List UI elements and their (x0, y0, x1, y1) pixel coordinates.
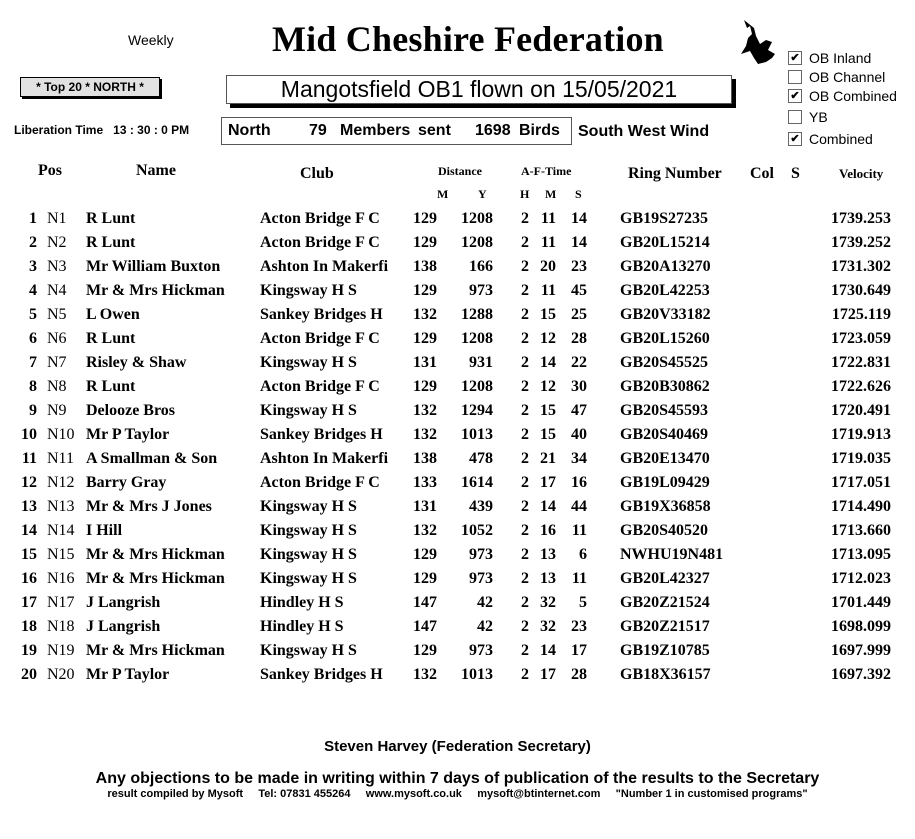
ring-number-cell: GB20S40520 (620, 522, 709, 539)
seconds-cell: 22 (571, 354, 587, 371)
yards-cell: 1288 (461, 306, 493, 323)
table-row (0, 330, 915, 354)
birds-count: 1698 (475, 122, 511, 139)
yards-cell: 1614 (461, 474, 493, 491)
miles-cell: 132 (413, 402, 437, 419)
section-position-cell: N3 (47, 258, 67, 275)
seconds-cell: 5 (579, 594, 587, 611)
wind-direction: South West Wind (578, 123, 710, 140)
yards-cell: 1208 (461, 330, 493, 347)
club-cell: Kingsway H S (260, 546, 357, 563)
minutes-cell: 12 (540, 378, 556, 395)
page-title: Mid Cheshire Federation (272, 19, 664, 59)
table-row (0, 210, 915, 234)
seconds-cell: 14 (571, 210, 587, 227)
hours-cell: 2 (521, 306, 529, 323)
option-label: OB Inland (809, 50, 872, 66)
hours-cell: 2 (521, 474, 529, 491)
section-position-cell: N13 (47, 498, 75, 515)
club-cell: Kingsway H S (260, 522, 357, 539)
section-position-cell: N10 (47, 426, 75, 443)
table-row (0, 570, 915, 594)
option-label: YB (809, 109, 828, 125)
minutes-cell: 13 (540, 570, 556, 587)
miles-cell: 132 (413, 306, 437, 323)
ring-number-cell: GB20S40469 (620, 426, 709, 443)
position-cell: 4 (29, 282, 37, 299)
club-cell: Acton Bridge F C (260, 330, 380, 347)
name-cell: R Lunt (86, 378, 136, 395)
section-position-cell: N18 (47, 618, 75, 635)
seconds-cell: 17 (571, 642, 587, 659)
name-cell: Mr P Taylor (86, 426, 170, 443)
seconds-cell: 11 (571, 570, 587, 587)
option-label: Combined (809, 131, 873, 147)
miles-cell: 129 (413, 234, 437, 251)
position-cell: 7 (29, 354, 37, 371)
miles-cell: 147 (413, 618, 437, 635)
minutes-cell: 14 (540, 498, 556, 515)
table-row (0, 594, 915, 618)
miles-cell: 131 (413, 354, 437, 371)
club-cell: Kingsway H S (260, 570, 357, 587)
velocity-cell: 1697.392 (831, 666, 891, 683)
table-row (0, 474, 915, 498)
section-position-cell: N1 (47, 210, 67, 227)
section-name: North (228, 122, 271, 139)
members-label: Members (340, 122, 411, 139)
section-position-cell: N14 (47, 522, 75, 539)
section-position-cell: N15 (47, 546, 75, 563)
liberation-time-value: 13 : 30 : 0 PM (113, 123, 190, 137)
position-cell: 12 (21, 474, 37, 491)
ring-number-cell: GB19Z10785 (620, 642, 710, 659)
ring-number-cell: GB20S45593 (620, 402, 709, 419)
yards-cell: 42 (477, 618, 493, 635)
club-cell: Kingsway H S (260, 642, 357, 659)
option-ob-inland[interactable] (788, 50, 871, 67)
miles-cell: 129 (413, 210, 437, 227)
seconds-cell: 25 (571, 306, 587, 323)
name-cell: Mr & Mrs Hickman (86, 570, 225, 587)
minutes-cell: 16 (540, 522, 556, 539)
club-cell: Acton Bridge F C (260, 210, 380, 227)
ring-number-cell: GB20V33182 (620, 306, 711, 323)
hours-cell: 2 (521, 498, 529, 515)
table-row (0, 498, 915, 522)
yards-cell: 1208 (461, 378, 493, 395)
name-cell: R Lunt (86, 330, 136, 347)
name-cell: R Lunt (86, 210, 136, 227)
minutes-cell: 11 (540, 282, 556, 299)
yards-cell: 1052 (461, 522, 493, 539)
name-cell: Mr P Taylor (86, 666, 170, 683)
miles-cell: 132 (413, 666, 437, 683)
club-cell: Acton Bridge F C (260, 474, 380, 491)
miles-cell: 129 (413, 330, 437, 347)
miles-cell: 147 (413, 594, 437, 611)
col-minutes: M (545, 187, 557, 201)
club-cell: Sankey Bridges H (260, 666, 383, 683)
ring-number-cell: GB20L15214 (620, 234, 710, 251)
yards-cell: 1013 (461, 426, 493, 443)
position-cell: 13 (21, 498, 37, 515)
position-cell: 11 (21, 450, 37, 467)
position-cell: 16 (21, 570, 37, 587)
pigeon-icon (738, 18, 776, 66)
secretary-line: Steven Harvey (Federation Secretary) (324, 738, 591, 755)
position-cell: 18 (21, 618, 37, 635)
ring-number-cell: GB20S45525 (620, 354, 709, 371)
yards-cell: 1208 (461, 210, 493, 227)
position-cell: 5 (29, 306, 37, 323)
ring-number-cell: GB20L15260 (620, 330, 710, 347)
name-cell: Mr & Mrs J Jones (86, 498, 212, 515)
seconds-cell: 40 (571, 426, 587, 443)
club-cell: Sankey Bridges H (260, 426, 383, 443)
section-position-cell: N2 (47, 234, 67, 251)
yards-cell: 973 (469, 570, 493, 587)
name-cell: J Langrish (86, 594, 161, 611)
minutes-cell: 12 (540, 330, 556, 347)
velocity-cell: 1739.253 (831, 210, 891, 227)
hours-cell: 2 (521, 354, 529, 371)
minutes-cell: 17 (540, 474, 556, 491)
seconds-cell: 23 (571, 618, 587, 635)
section-position-cell: N12 (47, 474, 75, 491)
name-cell: J Langrish (86, 618, 161, 635)
section-position-cell: N20 (47, 666, 75, 683)
position-cell: 15 (21, 546, 37, 563)
table-row (0, 642, 915, 666)
option-combined[interactable] (788, 131, 873, 148)
col-af-time: A-F-Time (521, 164, 572, 178)
seconds-cell: 47 (571, 402, 587, 419)
club-cell: Kingsway H S (260, 282, 357, 299)
miles-cell: 138 (413, 258, 437, 275)
seconds-cell: 44 (571, 498, 587, 515)
table-row (0, 258, 915, 282)
velocity-cell: 1717.051 (831, 474, 891, 491)
position-cell: 20 (21, 666, 37, 683)
velocity-cell: 1697.999 (831, 642, 891, 659)
table-row (0, 306, 915, 330)
col-dist-miles: M (437, 187, 449, 201)
position-cell: 8 (29, 378, 37, 395)
name-cell: L Owen (86, 306, 140, 323)
table-row (0, 618, 915, 642)
yards-cell: 478 (469, 450, 493, 467)
hours-cell: 2 (521, 402, 529, 419)
section-position-cell: N17 (47, 594, 75, 611)
velocity-cell: 1722.831 (831, 354, 891, 371)
table-row (0, 234, 915, 258)
liberation-time (14, 123, 189, 137)
yards-cell: 1294 (461, 402, 493, 419)
miles-cell: 129 (413, 378, 437, 395)
miles-cell: 138 (413, 450, 437, 467)
col-hours: H (520, 187, 530, 201)
velocity-cell: 1713.095 (831, 546, 891, 563)
yards-cell: 1013 (461, 666, 493, 683)
miles-cell: 133 (413, 474, 437, 491)
option-label: OB Channel (809, 69, 886, 85)
seconds-cell: 6 (579, 546, 587, 563)
minutes-cell: 17 (540, 666, 556, 683)
table-row (0, 522, 915, 546)
club-cell: Acton Bridge F C (260, 378, 380, 395)
velocity-cell: 1730.649 (831, 282, 891, 299)
section-position-cell: N7 (47, 354, 67, 371)
position-cell: 3 (29, 258, 37, 275)
members-count: 79 (309, 122, 327, 139)
yards-cell: 439 (469, 498, 493, 515)
position-cell: 10 (21, 426, 37, 443)
hours-cell: 2 (521, 570, 529, 587)
sent-label: sent (418, 122, 451, 139)
option-ob-channel[interactable] (788, 69, 885, 86)
position-cell: 1 (29, 210, 37, 227)
checkbox-ob-inland[interactable]: ✔ (788, 51, 802, 65)
miles-cell: 129 (413, 642, 437, 659)
minutes-cell: 32 (540, 594, 556, 611)
position-cell: 2 (29, 234, 37, 251)
velocity-cell: 1720.491 (831, 402, 891, 419)
hours-cell: 2 (521, 258, 529, 275)
velocity-cell: 1714.490 (831, 498, 891, 515)
credits-line: result compiled by Mysoft Tel: 07831 455264 www.mysoft.co.uk mysoft@btinternet.com "Number 1 in customised programs" (107, 788, 808, 800)
col-dist-yards: Y (478, 187, 487, 201)
velocity-cell: 1725.119 (831, 306, 891, 323)
seconds-cell: 14 (571, 234, 587, 251)
table-row (0, 402, 915, 426)
ring-number-cell: GB20B30862 (620, 378, 710, 395)
col-club: Club (300, 165, 334, 182)
velocity-cell: 1712.023 (831, 570, 891, 587)
minutes-cell: 15 (540, 426, 556, 443)
miles-cell: 132 (413, 522, 437, 539)
section-badge: * Top 20 * NORTH * (20, 77, 160, 97)
hours-cell: 2 (521, 450, 529, 467)
velocity-cell: 1719.913 (831, 426, 891, 443)
name-cell: Mr & Mrs Hickman (86, 642, 225, 659)
table-row (0, 666, 915, 690)
option-yb[interactable] (788, 109, 828, 126)
hours-cell: 2 (521, 522, 529, 539)
table-row (0, 450, 915, 474)
checkbox-ob-channel[interactable] (788, 70, 802, 84)
minutes-cell: 14 (540, 642, 556, 659)
col-ring: Ring Number (628, 165, 722, 182)
club-cell: Acton Bridge F C (260, 234, 380, 251)
miles-cell: 132 (413, 426, 437, 443)
seconds-cell: 11 (571, 522, 587, 539)
position-cell: 6 (29, 330, 37, 347)
yards-cell: 42 (477, 594, 493, 611)
hours-cell: 2 (521, 666, 529, 683)
yards-cell: 931 (469, 354, 493, 371)
section-position-cell: N11 (47, 450, 74, 467)
miles-cell: 129 (413, 570, 437, 587)
name-cell: Mr & Mrs Hickman (86, 282, 225, 299)
hours-cell: 2 (521, 618, 529, 635)
minutes-cell: 13 (540, 546, 556, 563)
ring-number-cell: GB20Z21524 (620, 594, 710, 611)
name-cell: Mr & Mrs Hickman (86, 546, 225, 563)
name-cell: A Smallman & Son (86, 450, 218, 467)
velocity-cell: 1698.099 (831, 618, 891, 635)
velocity-cell: 1722.626 (831, 378, 891, 395)
ring-number-cell: GB19S27235 (620, 210, 709, 227)
club-cell: Ashton In Makerfi (260, 258, 389, 275)
name-cell: Mr William Buxton (86, 258, 221, 275)
hours-cell: 2 (521, 210, 529, 227)
section-position-cell: N6 (47, 330, 67, 347)
section-position-cell: N4 (47, 282, 67, 299)
velocity-cell: 1723.059 (831, 330, 891, 347)
position-cell: 9 (29, 402, 37, 419)
name-cell: Risley & Shaw (86, 354, 187, 371)
yards-cell: 973 (469, 546, 493, 563)
hours-cell: 2 (521, 426, 529, 443)
race-title: Mangotsfield OB1 flown on 15/05/2021 (226, 75, 732, 104)
table-row (0, 426, 915, 450)
minutes-cell: 20 (540, 258, 556, 275)
ring-number-cell: GB19X36858 (620, 498, 711, 515)
col-velocity: Velocity (839, 166, 884, 181)
ring-number-cell: GB20A13270 (620, 258, 711, 275)
ring-number-cell: GB19L09429 (620, 474, 710, 491)
weekly-label: Weekly (128, 32, 174, 48)
col-seconds: S (575, 187, 582, 201)
seconds-cell: 30 (571, 378, 587, 395)
hours-cell: 2 (521, 378, 529, 395)
seconds-cell: 34 (571, 450, 587, 467)
option-label: OB Combined (809, 88, 897, 104)
liberation-label: Liberation Time (14, 123, 104, 137)
velocity-cell: 1731.302 (831, 258, 891, 275)
position-cell: 17 (21, 594, 37, 611)
table-row (0, 378, 915, 402)
section-position-cell: N8 (47, 378, 67, 395)
velocity-cell: 1701.449 (831, 594, 891, 611)
yards-cell: 973 (469, 642, 493, 659)
hours-cell: 2 (521, 594, 529, 611)
miles-cell: 129 (413, 546, 437, 563)
minutes-cell: 11 (540, 234, 556, 251)
ring-number-cell: GB20Z21517 (620, 618, 710, 635)
club-cell: Kingsway H S (260, 354, 357, 371)
miles-cell: 129 (413, 282, 437, 299)
name-cell: Barry Gray (86, 474, 167, 491)
ring-number-cell: GB18X36157 (620, 666, 711, 683)
seconds-cell: 28 (571, 330, 587, 347)
club-cell: Hindley H S (260, 594, 344, 611)
col-distance: Distance (438, 164, 482, 178)
velocity-cell: 1739.252 (831, 234, 891, 251)
club-cell: Kingsway H S (260, 498, 357, 515)
club-cell: Hindley H S (260, 618, 344, 635)
checkbox-ob-combined[interactable]: ✔ (788, 89, 802, 103)
yards-cell: 1208 (461, 234, 493, 251)
club-cell: Sankey Bridges H (260, 306, 383, 323)
col-s: S (791, 165, 800, 182)
col-pos: Pos (38, 162, 62, 179)
club-cell: Kingsway H S (260, 402, 357, 419)
checkbox-yb[interactable] (788, 110, 802, 124)
seconds-cell: 16 (571, 474, 587, 491)
minutes-cell: 14 (540, 354, 556, 371)
miles-cell: 131 (413, 498, 437, 515)
hours-cell: 2 (521, 642, 529, 659)
section-position-cell: N16 (47, 570, 75, 587)
col-colour: Col (750, 165, 774, 182)
birds-label: Birds (519, 122, 560, 139)
hours-cell: 2 (521, 282, 529, 299)
ring-number-cell: NWHU19N481 (620, 546, 724, 563)
club-cell: Ashton In Makerfi (260, 450, 389, 467)
yards-cell: 166 (469, 258, 493, 275)
minutes-cell: 15 (540, 306, 556, 323)
section-position-cell: N19 (47, 642, 75, 659)
hours-cell: 2 (521, 234, 529, 251)
col-name: Name (136, 162, 176, 179)
name-cell: R Lunt (86, 234, 136, 251)
ring-number-cell: GB20E13470 (620, 450, 710, 467)
position-cell: 14 (21, 522, 37, 539)
section-position-cell: N5 (47, 306, 67, 323)
seconds-cell: 28 (571, 666, 587, 683)
minutes-cell: 15 (540, 402, 556, 419)
race-stats (221, 117, 572, 145)
seconds-cell: 45 (571, 282, 587, 299)
minutes-cell: 32 (540, 618, 556, 635)
table-row (0, 282, 915, 306)
table-row (0, 354, 915, 378)
option-ob-combined[interactable] (788, 88, 897, 105)
velocity-cell: 1719.035 (831, 450, 891, 467)
yards-cell: 973 (469, 282, 493, 299)
name-cell: Delooze Bros (86, 402, 176, 419)
ring-number-cell: GB20L42327 (620, 570, 710, 587)
ring-number-cell: GB20L42253 (620, 282, 710, 299)
seconds-cell: 23 (571, 258, 587, 275)
position-cell: 19 (21, 642, 37, 659)
section-position-cell: N9 (47, 402, 67, 419)
name-cell: I Hill (86, 522, 123, 539)
hours-cell: 2 (521, 330, 529, 347)
table-row (0, 546, 915, 570)
minutes-cell: 21 (540, 450, 556, 467)
checkbox-combined[interactable]: ✔ (788, 132, 802, 146)
objections-notice: Any objections to be made in writing within 7 days of publication of the results to the Secretary (95, 770, 820, 787)
velocity-cell: 1713.660 (831, 522, 891, 539)
minutes-cell: 11 (540, 210, 556, 227)
hours-cell: 2 (521, 546, 529, 563)
